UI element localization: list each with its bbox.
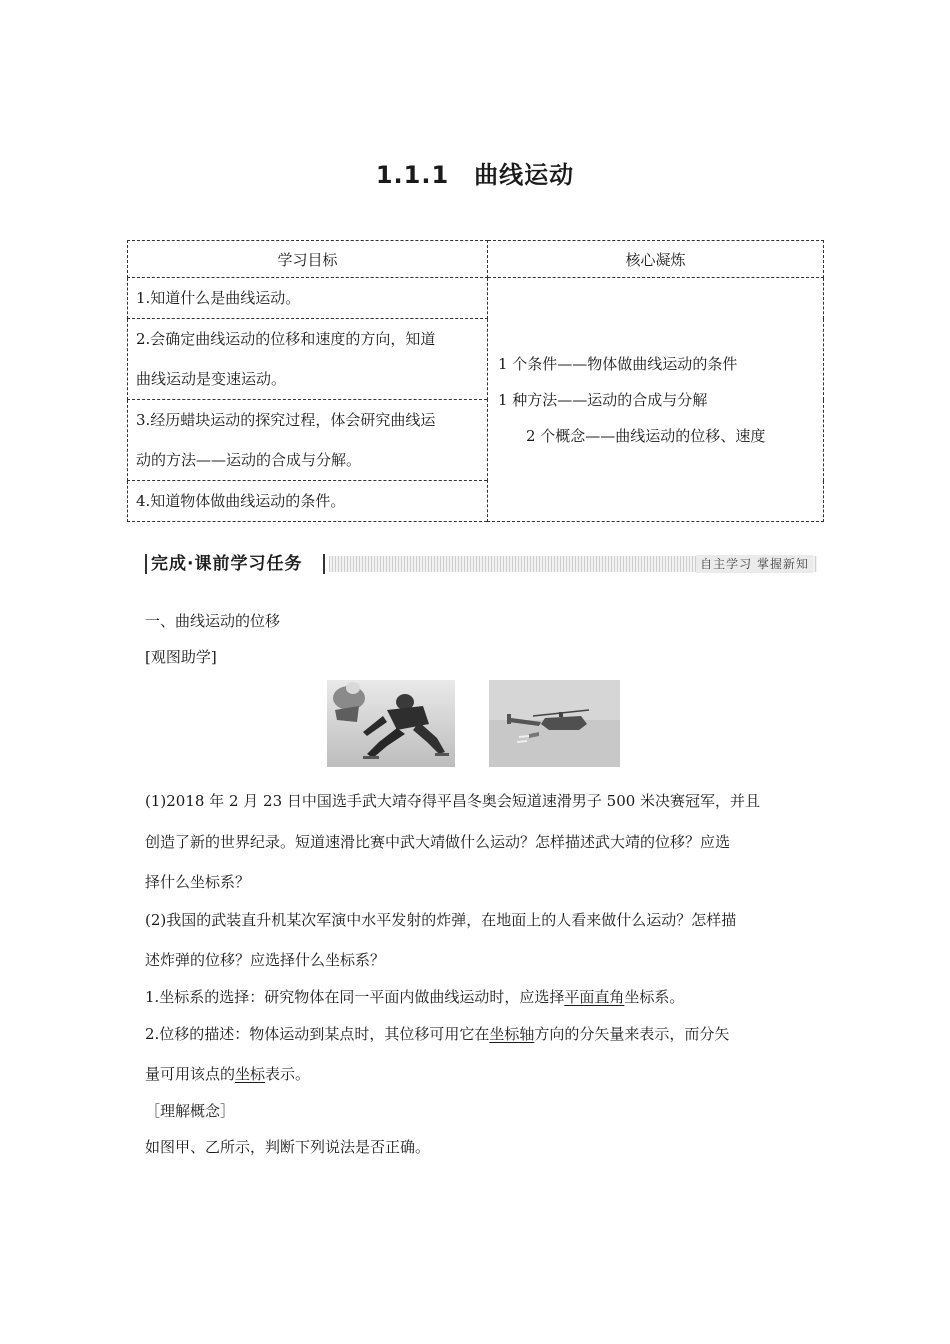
- point-1-text: 1.坐标系的选择：研究物体在同一平面内做曲线运动时，应选择: [145, 988, 565, 1006]
- objective-3-line-1: 3.经历蜡块运动的探究过程，体会研究曲线运: [136, 411, 436, 429]
- guide-label: [观图助学]: [145, 648, 217, 666]
- point-2-line-2-end: 表示。: [265, 1065, 311, 1083]
- objective-2-line-1: 2.会确定曲线运动的位移和速度的方向，知道: [136, 330, 436, 348]
- point-2-text: 2.位移的描述：物体运动到某点时，其位移可用它在: [145, 1025, 490, 1043]
- banner-label: 完成·课前学习任务: [151, 554, 303, 574]
- objectives-table: [127, 240, 824, 522]
- helicopter-icon: [489, 680, 620, 767]
- core-item-1: 1 个条件——物体做曲线运动的条件: [498, 354, 738, 373]
- page-title: 1.1.1 曲线运动: [375, 161, 575, 189]
- question-2-line-1: (2)我国的武装直升机某次军演中水平发射的炸弹，在地面上的人看来做什么运动？怎样描: [145, 911, 737, 929]
- point-1: [145, 987, 684, 1007]
- objective-1: [128, 278, 488, 319]
- core-summary: [488, 278, 824, 522]
- point-1-text-end: 坐标系。: [624, 988, 685, 1006]
- concept-text: 如图甲、乙所示，判断下列说法是否正确。: [145, 1138, 431, 1156]
- core-item-3: 2 个概念——曲线运动的位移、速度: [526, 426, 766, 445]
- point-2-answer: 坐标轴: [489, 1025, 535, 1043]
- point-2-line-2-text: 量可用该点的: [145, 1065, 236, 1083]
- core-item-2: 1 种方法——运动的合成与分解: [498, 390, 708, 409]
- objective-4-line-1: 4.知道物体做曲线运动的条件。: [136, 492, 346, 510]
- section-banner: [145, 552, 817, 576]
- concept-label: ［理解概念］: [145, 1102, 236, 1120]
- banner-divider: [323, 554, 325, 574]
- speed-skater-photo: [327, 680, 455, 767]
- question-2-line-2: 述炸弹的位移？应选择什么坐标系？: [145, 951, 386, 969]
- banner-divider: [145, 554, 147, 574]
- helicopter-photo: [489, 680, 620, 767]
- question-1-line-1: (1)2018 年 2 月 23 日中国选手武大靖夺得平昌冬奥会短道速滑男子 500 米决赛冠军，并且: [145, 792, 761, 810]
- banner-right-label: 自主学习 掌握新知: [696, 555, 813, 573]
- speed-skater-icon: [327, 680, 455, 767]
- point-2-line-2-answer: 坐标: [235, 1065, 266, 1083]
- objective-1-line-1: 1.知道什么是曲线运动。: [136, 289, 301, 307]
- point-2-line-2: [145, 1064, 310, 1084]
- objective-3: [128, 400, 488, 481]
- point-1-answer: 平面直角: [564, 988, 625, 1006]
- objective-2: [128, 319, 488, 400]
- question-1-line-3: 择什么坐标系？: [145, 873, 251, 891]
- objective-3-line-2: 动的方法——运动的合成与分解。: [136, 451, 362, 469]
- table-header-core: 核心凝炼: [488, 241, 824, 278]
- objective-2-line-2: 曲线运动是变速运动。: [136, 370, 287, 388]
- section-heading: 一、曲线运动的位移: [145, 612, 281, 630]
- question-1-line-2: 创造了新的世界纪录。短道速滑比赛中武大靖做什么运动？怎样描述武大靖的位移？应选: [145, 833, 731, 851]
- table-header-objectives: 学习目标: [128, 241, 488, 278]
- point-2-text-end: 方向的分矢量来表示，而分矢: [534, 1025, 730, 1043]
- objective-4: [128, 481, 488, 522]
- point-2-line-1: [145, 1024, 729, 1044]
